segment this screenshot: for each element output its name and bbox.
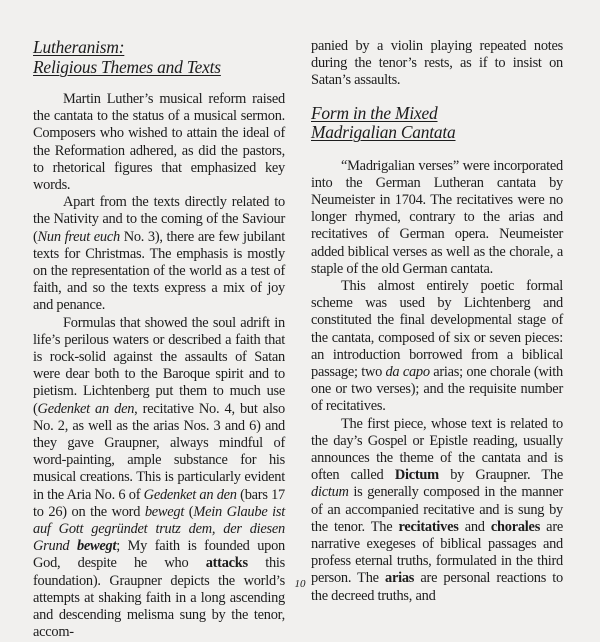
bold-term: attacks [205, 555, 248, 572]
paragraph-continued: panied by a violin playing repeated notes during the tenor’s rests, as if to insist on Satan’s assaults. [311, 38, 563, 89]
bold-term: recitatives [398, 518, 459, 535]
heading-line-2: Religious Themes and Texts [33, 56, 221, 77]
heading-line-2: Madrigalian Cantata [311, 122, 456, 143]
paragraph-2: This almost entirely poetic formal scheme was used by Lichtenberg and constituted the final developmental stage of the cantata, composed of six or seven pieces: an introduction borrowed from a biblical passage; two da capo arias; one chorale (with one or two verses); and the requisite number of recitatives. [311, 278, 563, 415]
quoted-text: Mein Glaube ist auf Gott gegründet trutz dem, der diesen Grund bewegt [33, 503, 285, 555]
paragraph-3: Formulas that showed the soul adrift in life’s perilous waters or described a faith that is rock-solid against the assaults of Satan were dear both to the Baroque spirit and to pietism. Lichtenberg put them to much use (Gedenket an den, recitative No. 4, but also No. 2, as well as the arias Nos. 3 and 6) and they gave Graupner, always mindful of word-painting, ample substance for his musical creations. This is particularly evident in the Aria No. 6 of Gedenket an den (bars 17 to 26) on the word bewegt (Mein Glaube ist auf Gott gegründet trutz dem, der diesen Grund bewegt; My faith is founded upon God, despite he who attacks this foundation). Graupner depicts the world’s attempts at shaking faith in a long ascending and descending melisma sung by the tenor, accom- [33, 314, 286, 641]
emphasized-word: bewegt [144, 503, 185, 520]
paragraph-1: Martin Luther’s musical reform raised the cantata to the status of a musical sermon. Composers who wished to attain the ideal of the Reformation adhered, as did the pastors, to rhetorical figures that emphasized key words. [33, 91, 285, 194]
work-title: Gedenket an den [143, 486, 237, 503]
bold-term: chorales [490, 518, 541, 535]
heading-line-1: Lutheranism: [33, 37, 125, 57]
paragraph-1: “Madrigalian verses” were incorporated into the German Lutheran cantata by Neumeister in 1704. The recitatives were no longer rhymed, contrary to the arias and recitatives of German opera. Neumeister added biblical verses as well as the chorale, a staple of the old German cantata. [311, 157, 563, 277]
right-column [311, 38, 563, 605]
left-column [33, 38, 285, 642]
section-heading-lutheranism [33, 38, 285, 77]
bold-term: arias [385, 570, 415, 587]
paragraph-2: Apart from the texts directly related to the Nativity and to the coming of the Saviour (Nun freut euch No. 3), there are few jubilant texts for Christmas. The emphasis is mostly on the representation of the world as a test of faith, and so the texts express a mix of joy and penance. [33, 194, 285, 314]
work-title: Gedenket an den [37, 400, 135, 417]
heading-line-1: Form in the Mixed [311, 102, 438, 123]
term-italic: dictum [311, 484, 349, 501]
bold-term: Dictum [394, 467, 439, 484]
work-title: Nun freut euch [37, 228, 120, 245]
term-italic: da capo [385, 364, 430, 381]
page-number: 10 [294, 578, 306, 590]
paragraph-3: The first piece, whose text is related to the day’s Gospel or Epistle reading, usually announces the theme of the cantata and is often called Dictum by Graupner. The dictum is generally composed in the manner of an accompanied recitative and is sung by the tenor. The recitatives and chorales are narrative exegeses of biblical passages and profess eternal truths, formulated in the third person. The arias are personal reactions to the decreed truths, and [311, 415, 564, 604]
section-heading-form [311, 104, 563, 143]
